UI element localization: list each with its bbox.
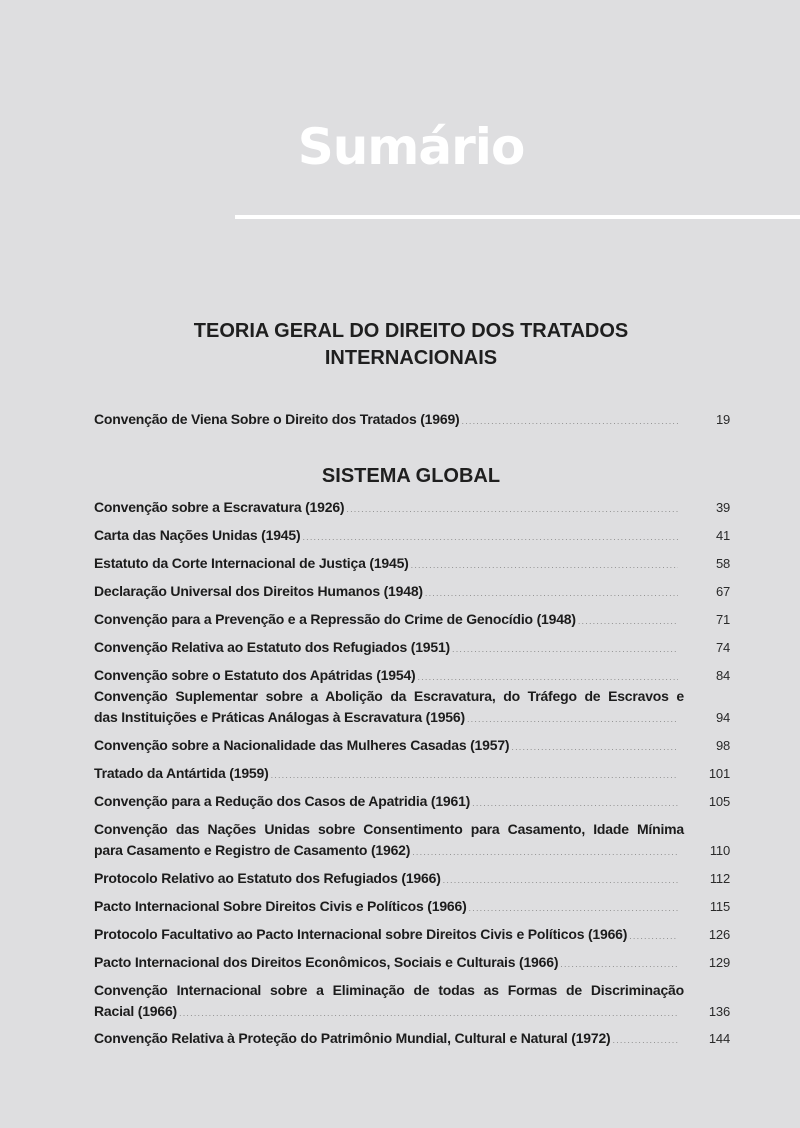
page-number: 39 (715, 500, 730, 515)
toc-entry[interactable] (94, 896, 730, 919)
toc-entry-title: Convenção Relativa à Proteção do Patrimônio Mundial, Cultural e Natural (1972) (94, 1030, 611, 1046)
toc-entry-title: Convenção das Nações Unidas sobre Consentimento para Casamento, Idade Mínima (94, 821, 684, 837)
toc-entry-title: Protocolo Relativo ao Estatuto dos Refugiados (1966) (94, 870, 441, 886)
toc-entry-title: para Casamento e Registro de Casamento (1962) (94, 842, 411, 858)
page-number: 71 (715, 612, 730, 627)
toc-entry-title: Estatuto da Corte Internacional de Justiça (1945) (94, 555, 409, 571)
dot-leader (302, 527, 678, 548)
toc-entry[interactable] (94, 525, 730, 548)
toc-entry-title: Convenção Suplementar sobre a Abolição da Escravatura, do Tráfego de Escravos e (94, 688, 684, 704)
page-title: Sumário (297, 118, 525, 176)
dot-leader (469, 898, 678, 919)
page-number: 67 (715, 584, 730, 599)
section-heading-line: TEORIA GERAL DO DIREITO DOS TRATADOS (193, 320, 629, 342)
toc-entry-title: das Instituições e Práticas Análogas à Escravatura (1956) (94, 709, 465, 725)
dot-leader (578, 611, 678, 632)
toc-entry[interactable] (94, 791, 730, 814)
dot-leader (418, 667, 679, 688)
dot-leader (613, 1030, 678, 1051)
dot-leader (560, 954, 678, 975)
section-heading-line: INTERNACIONAIS (324, 347, 498, 369)
toc-entry-title: Carta das Nações Unidas (1945) (94, 527, 301, 543)
title-underline (235, 215, 800, 219)
toc-entry-title: Pacto Internacional Sobre Direitos Civis e Políticos (1966) (94, 898, 467, 914)
dot-leader (511, 737, 678, 758)
page-number: 98 (715, 738, 730, 753)
toc-entry-title: Tratado da Antártida (1959) (94, 765, 269, 781)
section-heading (60, 318, 762, 372)
dot-leader (443, 870, 678, 891)
toc-entry-title: Racial (1966) (94, 1003, 178, 1019)
toc-entry-title: Convenção sobre a Nacionalidade das Mulheres Casadas (1957) (94, 737, 510, 753)
dot-leader (425, 583, 678, 604)
toc-entry-title: Convenção Relativa ao Estatuto dos Refugiados (1951) (94, 639, 451, 655)
toc-entry[interactable] (94, 763, 730, 786)
page-number: 136 (708, 1004, 730, 1019)
toc-entry[interactable] (94, 735, 730, 758)
dot-leader (411, 555, 678, 576)
toc-entry-title: Convenção sobre o Estatuto dos Apátridas (1954) (94, 667, 416, 683)
page-number: 144 (708, 1031, 730, 1046)
page-number: 112 (709, 871, 730, 886)
page-number: 41 (715, 528, 730, 543)
dot-leader (462, 411, 679, 432)
dot-leader (271, 765, 678, 786)
dot-leader (179, 1003, 678, 1024)
dot-leader (412, 842, 678, 863)
toc-entry-title: Convenção sobre a Escravatura (1926) (94, 499, 345, 515)
toc-entry[interactable] (94, 637, 730, 660)
page-number: 110 (709, 843, 730, 858)
page-number: 105 (708, 794, 730, 809)
toc-entry-title: Convenção para a Prevenção e a Repressão do Crime de Genocídio (1948) (94, 611, 576, 627)
toc-entry[interactable] (94, 409, 730, 432)
toc-entry[interactable] (94, 819, 730, 863)
section-heading-line: SISTEMA GLOBAL (321, 465, 501, 487)
toc-entry[interactable] (94, 497, 730, 520)
dot-leader (467, 709, 678, 730)
section-heading (60, 463, 762, 490)
dot-leader (472, 793, 678, 814)
toc-entry-title: Pacto Internacional dos Direitos Econômicos, Sociais e Culturais (1966) (94, 954, 559, 970)
toc-entry[interactable] (94, 686, 730, 730)
toc-entry-title: Convenção Internacional sobre a Eliminação de todas as Formas de Discriminação (94, 982, 684, 998)
toc-entry[interactable] (94, 665, 730, 688)
page-number: 115 (709, 899, 730, 914)
toc-entry-title: Convenção para a Redução dos Casos de Apatridia (1961) (94, 793, 471, 809)
dot-leader (629, 926, 678, 947)
page-number: 74 (715, 640, 730, 655)
toc-entry[interactable] (94, 581, 730, 604)
page-number: 101 (708, 766, 730, 781)
page-number: 84 (715, 668, 730, 683)
page-number: 126 (708, 927, 730, 942)
page-number: 129 (708, 955, 730, 970)
page-number: 58 (715, 556, 730, 571)
toc-entry[interactable] (94, 609, 730, 632)
page-number: 19 (715, 412, 730, 427)
toc-entry[interactable] (94, 868, 730, 891)
toc-entry-title: Protocolo Facultativo ao Pacto Internacional sobre Direitos Civis e Políticos (1966) (94, 926, 628, 942)
toc-entry[interactable] (94, 1028, 730, 1051)
toc-entry[interactable] (94, 980, 730, 1024)
dot-leader (346, 499, 678, 520)
toc-entry[interactable] (94, 952, 730, 975)
toc-entry-title: Declaração Universal dos Direitos Humanos (1948) (94, 583, 423, 599)
toc-entry[interactable] (94, 924, 730, 947)
toc-entry-title: Convenção de Viena Sobre o Direito dos Tratados (1969) (94, 411, 460, 427)
page-number: 94 (715, 710, 730, 725)
dot-leader (452, 639, 678, 660)
toc-entry[interactable] (94, 553, 730, 576)
